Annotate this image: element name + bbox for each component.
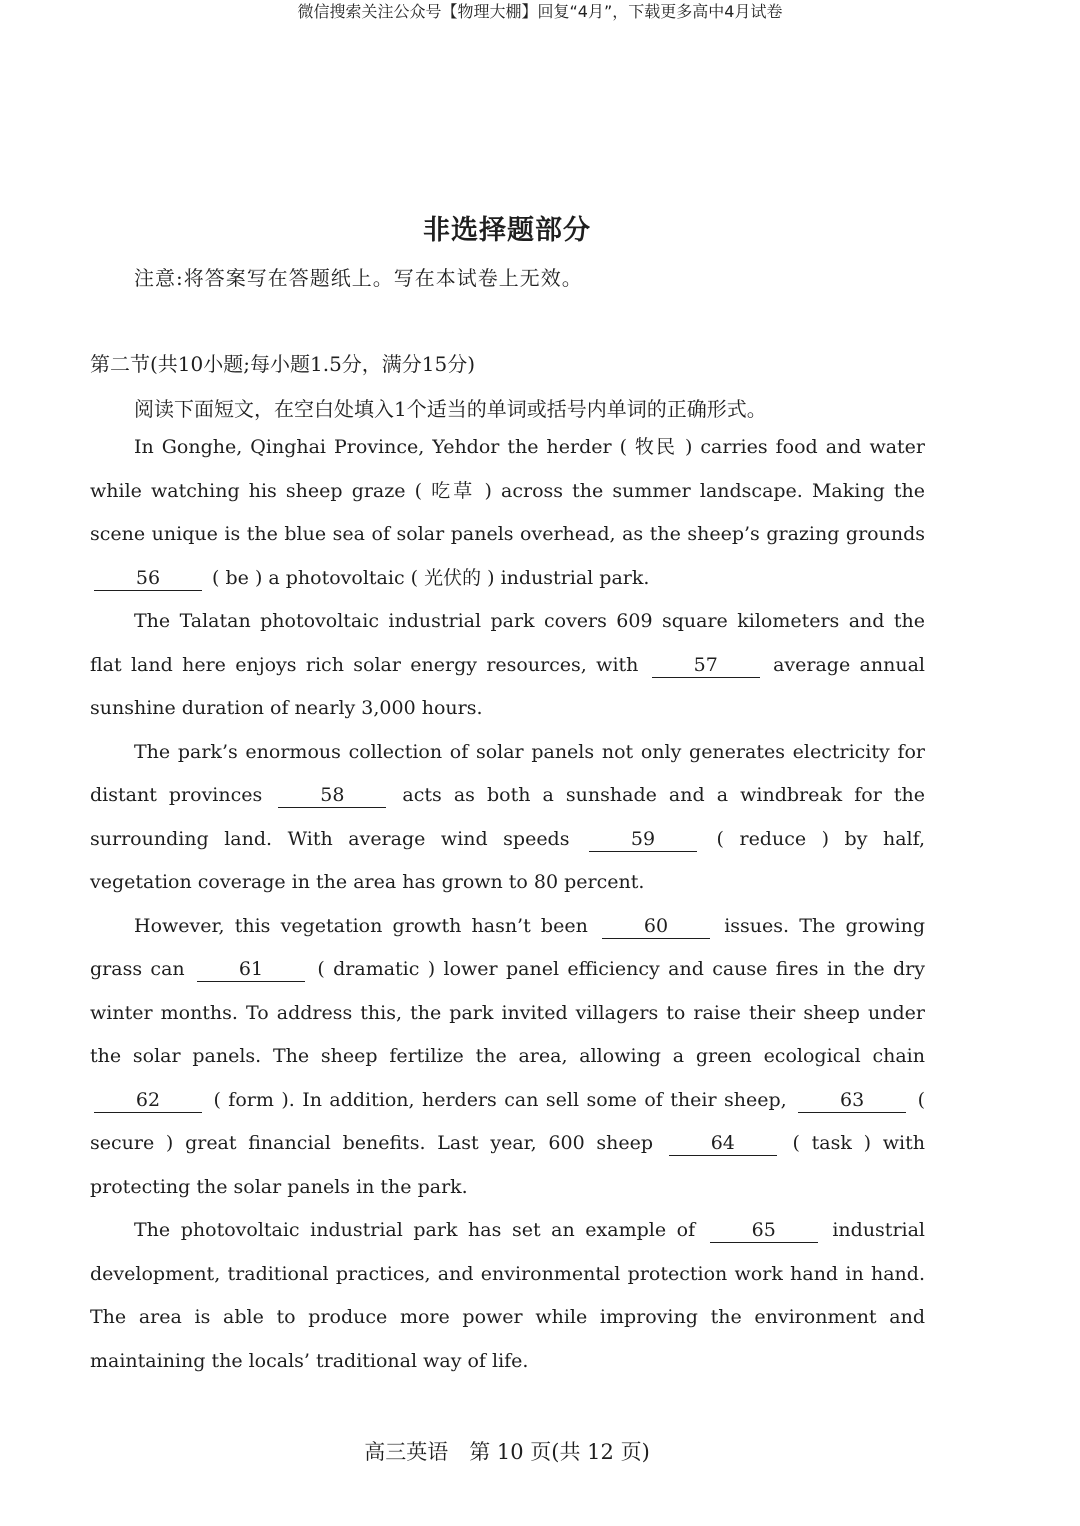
section-header: 第二节(共10小题;每小题1.5分，满分15分): [90, 352, 476, 376]
instruction-text: 阅读下面短文，在空白处填入1个适当的单词或括号内单词的正确形式。: [134, 397, 767, 421]
paragraph-3: The park’s enormous collection of solar panels not only generates electricity for distant provinces 58 acts as both a sunshade and a windbreak for the surrounding land. With average wind speeds 59 ( reduce ) by half, vegetation coverage in the area has grown to 80 percent.: [90, 740, 925, 893]
watermark-banner: 微信搜索关注公众号【物理大棚】回复“4月”，下载更多高中4月试卷: [297, 2, 783, 21]
paragraph-1: In Gonghe, Qinghai Province, Yehdor the herder ( 牧民 ) carries food and water while watching his sheep graze ( 吃草 ) across the summer landscape. Making the scene unique is the blue sea of solar panels overhead, as the sheep’s grazing grounds 56 ( be ) a photovoltaic ( 光伏的 ) industrial park.: [90, 436, 925, 589]
blank-64: 64: [669, 1131, 777, 1156]
blank-62: 62: [94, 1088, 202, 1113]
blank-57: 57: [652, 653, 760, 678]
page-footer: 高三英语 第 10 页(共 12 页): [364, 1440, 650, 1464]
blank-61: 61: [197, 957, 305, 982]
section-title: 非选择题部分: [423, 215, 591, 246]
blank-56: 56: [94, 566, 202, 591]
paragraph-4: However, this vegetation growth hasn’t been 60 issues. The growing grass can 61 ( dramatic ) lower panel efficiency and cause fires in the dry winter months. To address this, the park invited villagers to raise their sheep under the solar panels. The sheep fertilize the area, allowing a green ecological chain 62 ( form ). In addition, herders can sell some of their sheep, 63 ( secure ) great financial benefits. Last year, 600 sheep 64 ( task ) with protecting the solar panels in the park.: [90, 914, 926, 1198]
blank-58: 58: [278, 783, 386, 808]
blank-60: 60: [602, 914, 710, 939]
blank-65: 65: [710, 1218, 818, 1243]
passage: [90, 426, 925, 1383]
blank-59: 59: [589, 827, 697, 852]
paragraph-5: The photovoltaic industrial park has set an example of 65 industrial development, traditional practices, and environmental protection work hand in hand. The area is able to produce more power while improving the environment and maintaining the locals’ traditional way of life.: [90, 1219, 926, 1372]
paragraph-2: The Talatan photovoltaic industrial park covers 609 square kilometers and the flat land here enjoys rich solar energy resources, with 57 average annual sunshine duration of nearly 3,000 hours.: [90, 610, 925, 719]
blank-63: 63: [798, 1088, 906, 1113]
notice-text: 注意:将答案写在答题纸上。写在本试卷上无效。: [134, 266, 583, 290]
